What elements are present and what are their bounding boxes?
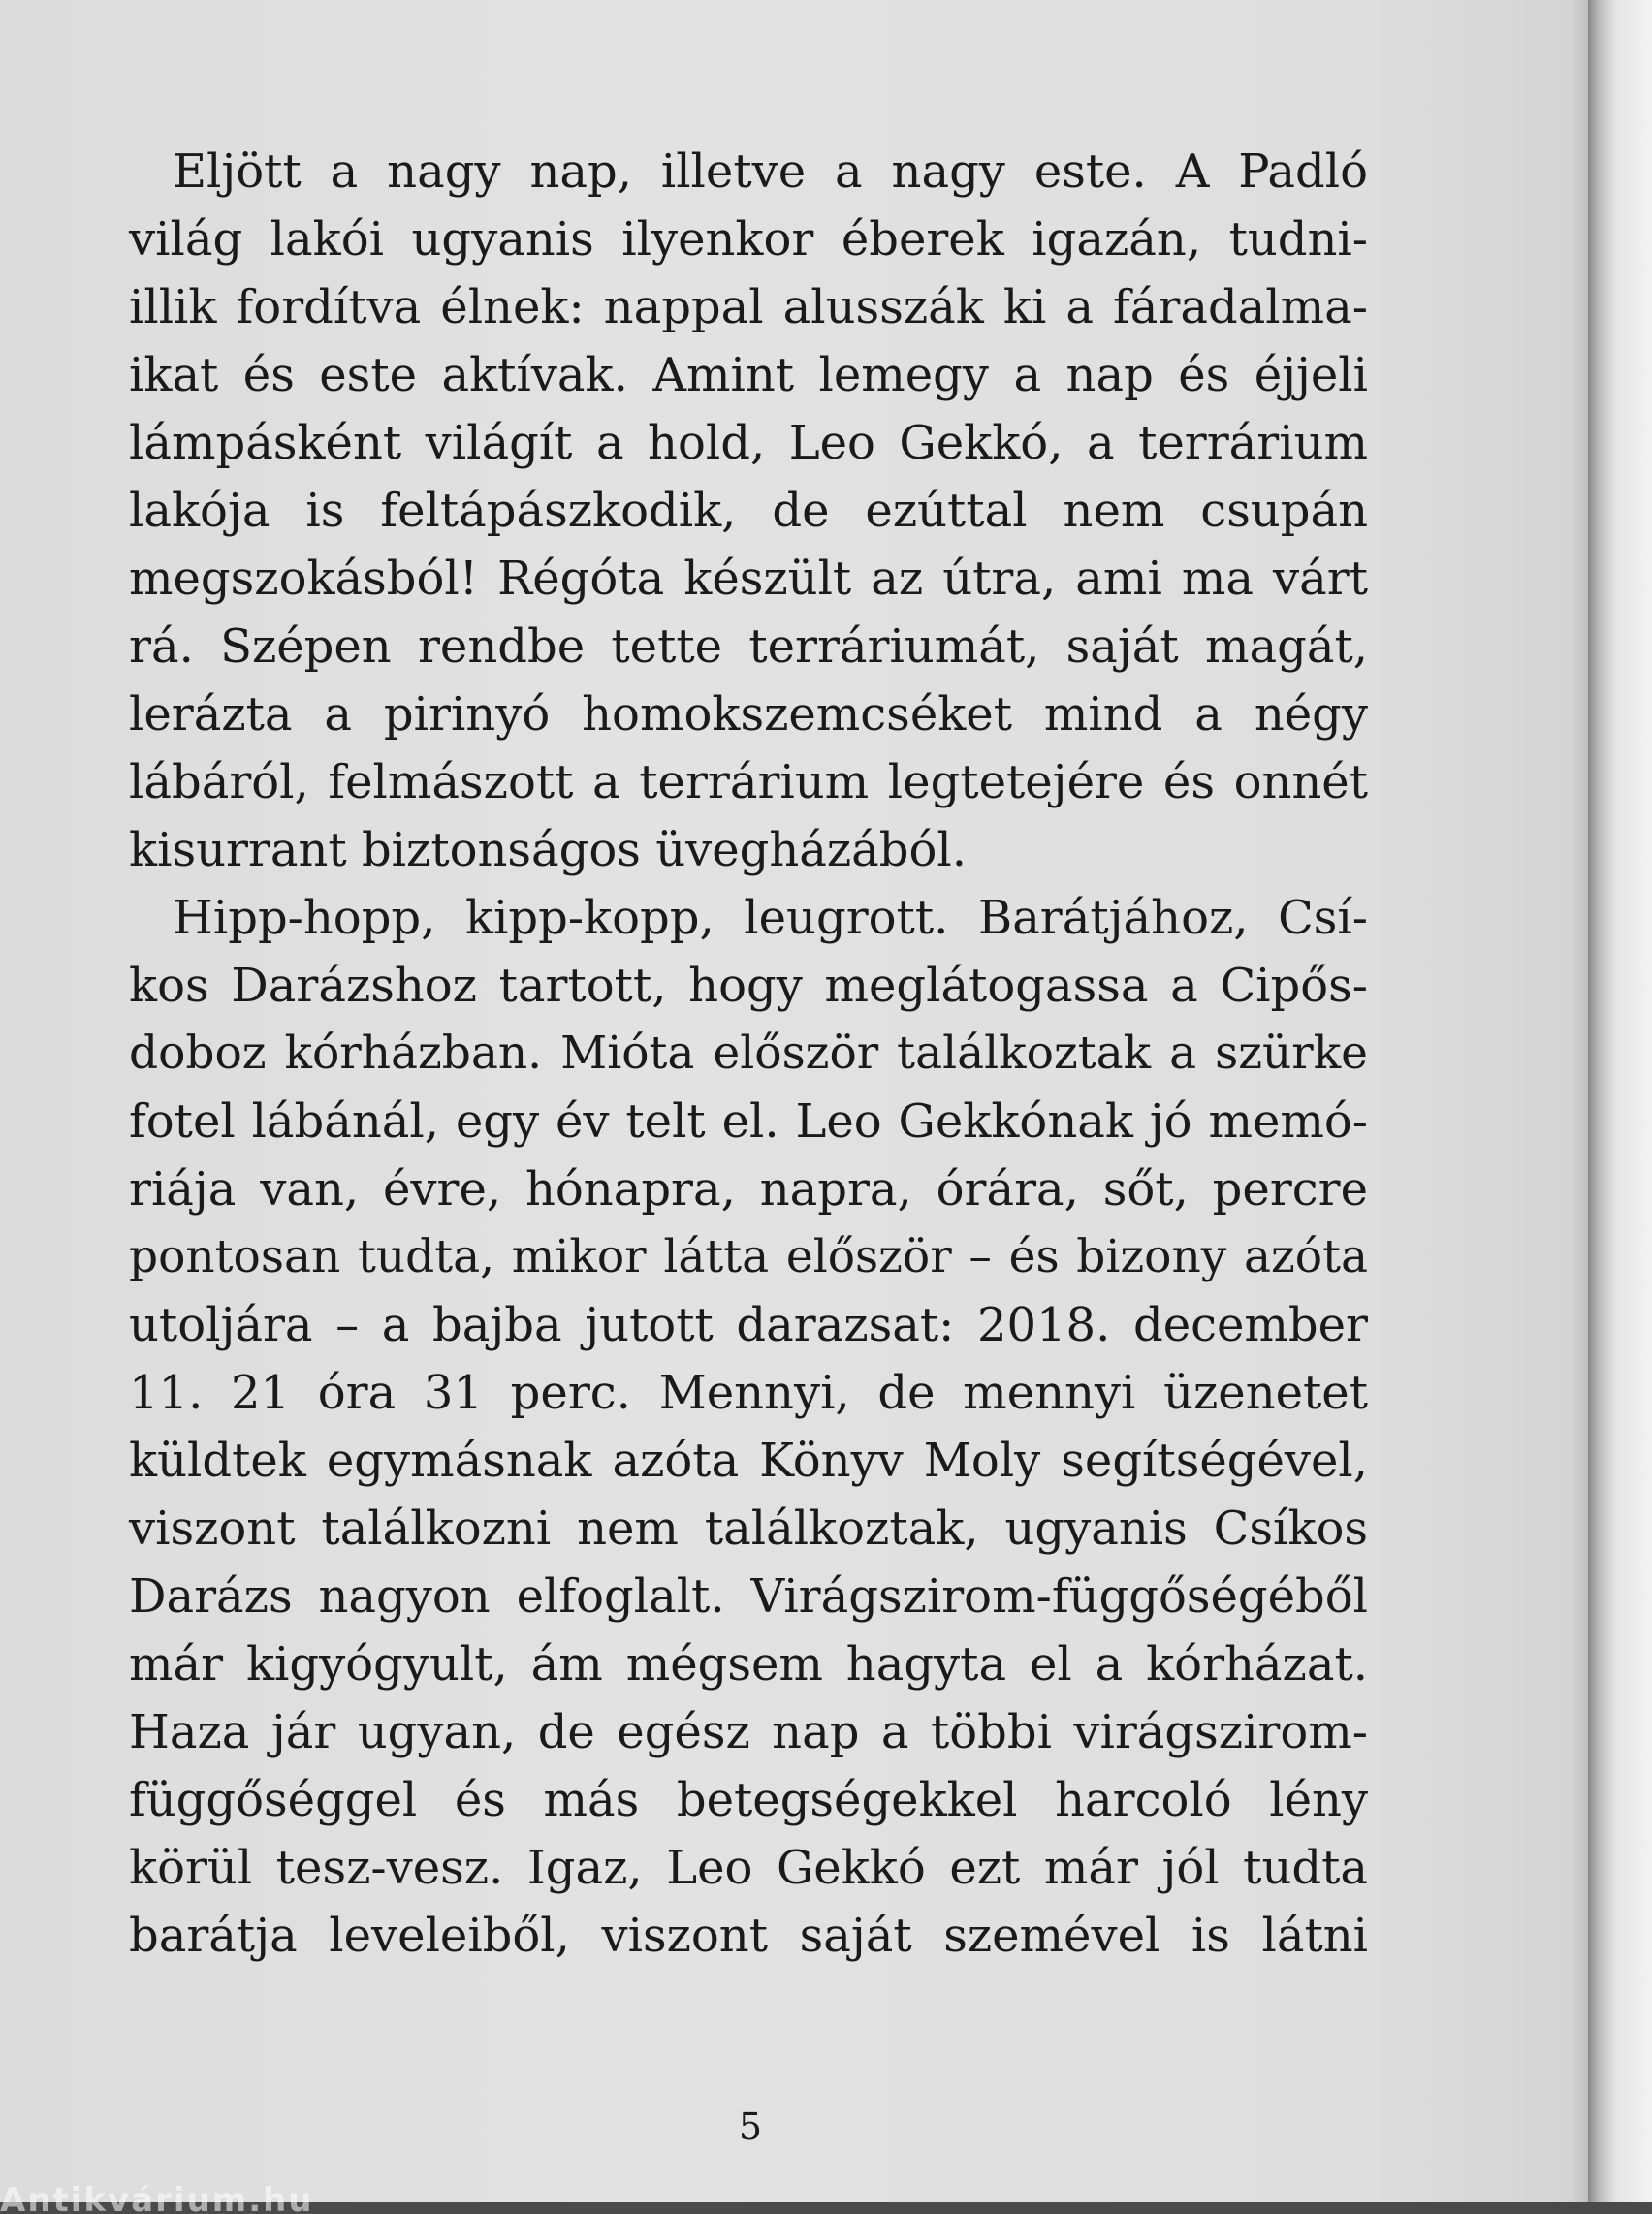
paragraph-1	[129, 138, 1368, 884]
text-line: pontosan tudta, mikor látta először – és bizony azóta	[129, 1230, 1368, 1283]
text-line: Darázs nagyon elfoglalt. Virágszirom-függőségéből	[129, 1569, 1368, 1624]
text-line: függőséggel és más betegségekkel harcoló lény	[129, 1773, 1368, 1827]
text-line: megszokásból! Régóta készült az útra, ami ma várt	[129, 552, 1368, 606]
text-line: lerázta a pirinyó homokszemcséket mind a négy	[129, 687, 1368, 742]
text-line: riája van, évre, hónapra, napra, órára, sőt, percre	[129, 1162, 1368, 1217]
text-line: Eljött a nagy nap, illetve a nagy este. A Padló	[173, 144, 1368, 199]
text-line: lakója is feltápászkodik, de ezúttal nem csupán	[129, 484, 1368, 538]
text-line: kos Darázshoz tartott, hogy meglátogassa a Cipős-	[129, 959, 1368, 1013]
page-number: 5	[738, 2105, 763, 2148]
text-line: illik fordítva élnek: nappal alusszák ki a fáradalma-	[129, 280, 1368, 334]
text-line: rá. Szépen rendbe tette terráriumát, saját magát,	[129, 619, 1368, 674]
text-line: ikat és este aktívak. Amint lemegy a nap és éjjeli	[129, 348, 1368, 402]
text-line: viszont találkozni nem találkoztak, ugyanis Csíkos	[129, 1502, 1368, 1556]
text-line: lámpásként világít a hold, Leo Gekkó, a terrárium	[129, 416, 1368, 470]
text-line: utoljára – a bajba jutott darazsat: 2018. december	[129, 1298, 1368, 1352]
text-line: barátja leveleiből, viszont saját szemével is látni	[129, 1909, 1368, 1963]
text-line: világ lakói ugyanis ilyenkor éberek igazán, tudni-	[129, 212, 1368, 267]
text-line: már kigyógyult, ám mégsem hagyta el a kórházat.	[129, 1637, 1368, 1692]
watermark: Antikvárium.hu	[0, 2181, 314, 2214]
adjacent-page-edge	[1588, 0, 1652, 2202]
text-line: küldtek egymásnak azóta Könyv Moly segítségével,	[129, 1434, 1368, 1488]
text-line: Haza jár ugyan, de egész nap a többi virágszirom-	[129, 1705, 1368, 1759]
body-text	[129, 138, 1368, 1970]
paragraph-2	[129, 884, 1368, 1970]
text-line: körül tesz-vesz. Igaz, Leo Gekkó ezt már jól tudta	[129, 1841, 1368, 1895]
text-line: kisurrant biztonságos üvegházából.	[129, 823, 968, 877]
text-line: lábáról, felmászott a terrárium legtetejére és onnét	[129, 755, 1368, 809]
text-line: doboz kórházban. Mióta először találkoztak a szürke	[129, 1027, 1368, 1080]
text-line: Hipp-hopp, kipp-kopp, leugrott. Barátjához, Csí-	[173, 891, 1368, 945]
text-line: 11. 21 óra 31 perc. Mennyi, de mennyi üzenetet	[129, 1366, 1368, 1420]
text-line: fotel lábánál, egy év telt el. Leo Gekkónak jó memó-	[129, 1094, 1368, 1149]
